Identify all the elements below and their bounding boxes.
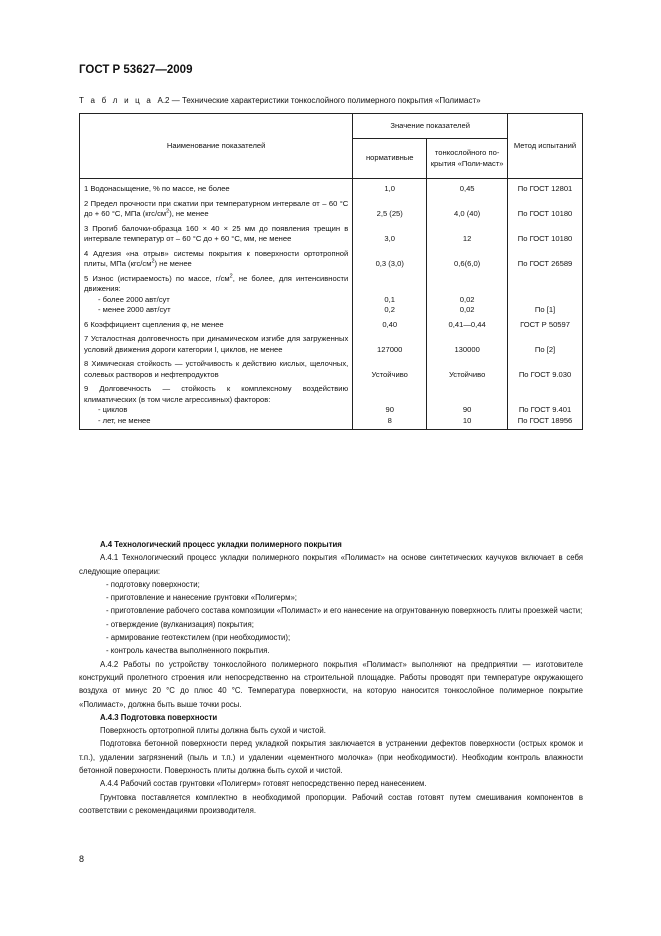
table-row [80,247,583,272]
paragraph-a44: А.4.4 Рабочий состав грунтовки «Полигерм» готовят непосредственно перед нанесением. [100,779,427,789]
list-item: - армирование геотекстилем (при необходимости); [106,633,291,643]
row-2-name: 2 Предел прочности при сжатии при температурном интервале от – 60 °С до + 60 °С, МПа $(кгс/см^2)$, не менее [80,197,353,222]
row-5-sub2: - менее 2000 авт/сут [98,305,171,314]
paragraph-a42: А.4.2 Работы по устройству тонкослойного полимерного покрытия «Полимаст» выполняют на предприятии — изготовителе конструкций пролетного строения или непосредственно на строительной площадке. Работы проводят при температуре окружающего воздуха от минус 20 °С до плюс 40 °С. Температура поверхности, на которую наносится тонкослойное полимерное покрытие «Полимаст», должна быть выше точки росы. [79,659,583,709]
paragraph: Поверхность ортотропной плиты должна быть сухой и чистой. [100,726,326,736]
row-8-thin: Устойчиво [427,357,508,382]
row-8-norm: Устойчиво [353,357,427,382]
row-4-name: 4 Адгезия «на отрыв» системы покрытия к поверхности ортотропной плиты, МПа $(кгс/см^2)$ не менее [80,247,353,272]
row-5-thin-cell [427,272,508,318]
list-item: - контроль качества выполненного покрытия. [106,646,270,656]
paragraph: Грунтовка поставляется комплектно в необходимой пропорции. Рабочий состав готовят путем смешивания компонентов в соответствии с рекомендациями производителя. [79,792,583,815]
table-row [80,222,583,247]
row-5-thin1: 0,02 [459,294,475,304]
row-2-method: По ГОСТ 10180 [508,197,583,222]
col-thin-header: тонкослойного по-крытия «Поли-маст» [427,139,508,179]
list-item: - отверждение (вулканизация) покрытия; [106,619,254,629]
table-row [80,318,583,333]
row-1-thin: 0,45 [427,179,508,197]
row-5-method: По [1] [508,272,583,318]
row-3-method: По ГОСТ 10180 [508,222,583,247]
row-3-norm: 3,0 [353,222,427,247]
row-6-method: ГОСТ Р 50597 [508,318,583,333]
row-7-thin: 130000 [427,332,508,357]
row-9-name: 9 Долговечность — стойкость к комплексному воздействию климатических (в том числе агрессивных) факторов: [84,384,349,404]
row-9-norm-cell [353,382,427,430]
row-7-method: По [2] [508,332,583,357]
row-8-method: По ГОСТ 9.030 [508,357,583,382]
row-5-norm1: 0,1 [384,294,395,304]
row-4-method: По ГОСТ 26589 [508,247,583,272]
row-3-thin: 12 [427,222,508,247]
row-5-norm-cell [353,272,427,318]
characteristics-table [79,113,583,430]
list-item: - приготовление и нанесение грунтовки «Полигерм»; [106,593,297,603]
col-normative-header: нормативные [353,139,427,179]
table-row [80,272,583,318]
document-header: ГОСТ Р 53627—2009 [79,64,193,76]
col-values-header: Значение показателей [353,114,508,139]
row-2-norm: 2,5 (25) [353,197,427,222]
row-7-norm: 127000 [353,332,427,357]
list-item: - приготовление рабочего состава композиции «Полимаст» и его нанесение на огрунтованную поверхность плиты проезжей части; [106,606,583,616]
table-row [80,197,583,222]
section-a4 [79,538,583,817]
table-caption [79,96,481,105]
row-1-method: По ГОСТ 12801 [508,179,583,197]
row-3-name: 3 Прогиб балочки-образца 160 × 40 × 25 мм до появления трещин в интервале температур от – 60 °С до + 60 °С, мм, не менее [80,222,353,247]
paragraph-a41: А.4.1 Технологический процесс укладки полимерного покрытия «Полимаст» на основе синтетических каучуков включает в себя следующие операции: [79,553,583,576]
row-5-thin2: 0,02 [459,305,475,314]
table-caption-label: Т а б л и ц а [79,96,154,105]
row-4-thin: 0,6(6,0) [427,247,508,272]
row-5-norm2: 0,2 [384,305,395,314]
col-method-header: Метод испытаний [508,114,583,179]
row-4-norm: 0,3 (3,0) [353,247,427,272]
row-7-name: 7 Усталостная долговечность при динамическом изгибе для загруженных условий движения дороги категории I, циклов, не менее [80,332,353,357]
row-9-method1: По ГОСТ 9.401 [518,405,572,414]
row-5-name: 5 Износ (истираемость) по массе, $г/см^2$, не более, для интенсивности движения: [84,272,349,293]
row-9-norm1: 90 [385,405,394,414]
row-9-sub1: - циклов [98,405,128,414]
row-9-method2: По ГОСТ 18956 [517,415,573,425]
row-6-name: 6 Коэффициент сцепления φ, не менее [80,318,353,333]
paragraph: Подготовка бетонной поверхности перед укладкой покрытия заключается в устранении дефектов поверхности (острых кромок и т.п.), удалении загрязнений (пыль и т.п.) и удалении «цементного молочка» (при необходимости). Необходим контроль влажности бетонной поверхности. Поверхность плиты должна быть сухой и чистой. [79,739,583,776]
section-heading: А.4 Технологический процесс укладки полимерного покрытия [100,540,342,549]
row-9-sub2: - лет, не менее [98,415,151,425]
row-1-norm: 1,0 [353,179,427,197]
row-9-method-cell [508,382,583,430]
row-5-sub1: - более 2000 авт/сут [98,294,170,304]
row-1-name: 1 Водонасыщение, % по массе, не более [80,179,353,197]
row-8-name: 8 Химическая стойкость — устойчивость к действию кислых, щелочных, солевых растворов и нефтепродуктов [80,357,353,382]
table-row [80,332,583,357]
table-row [80,357,583,382]
row-5-name-cell [80,272,353,318]
table-row [80,382,583,430]
page-number: 8 [79,854,85,864]
table-caption-text: А.2 — Технические характеристики тонкослойного полимерного покрытия «Полимаст» [157,96,481,105]
row-9-thin1: 90 [462,405,472,414]
row-9-thin2: 10 [462,415,472,425]
row-9-thin-cell [427,382,508,430]
row-6-norm: 0,40 [353,318,427,333]
row-2-thin: 4,0 (40) [427,197,508,222]
col-name-header: Наименование показателей [80,114,353,179]
row-9-norm2: 8 [387,415,392,425]
row-6-thin: 0,41—0,44 [427,318,508,333]
list-item: - подготовку поверхности; [106,579,200,589]
row-9-name-cell [80,382,353,430]
subsection-heading: А.4.3 Подготовка поверхности [100,712,218,722]
table-row [80,179,583,197]
